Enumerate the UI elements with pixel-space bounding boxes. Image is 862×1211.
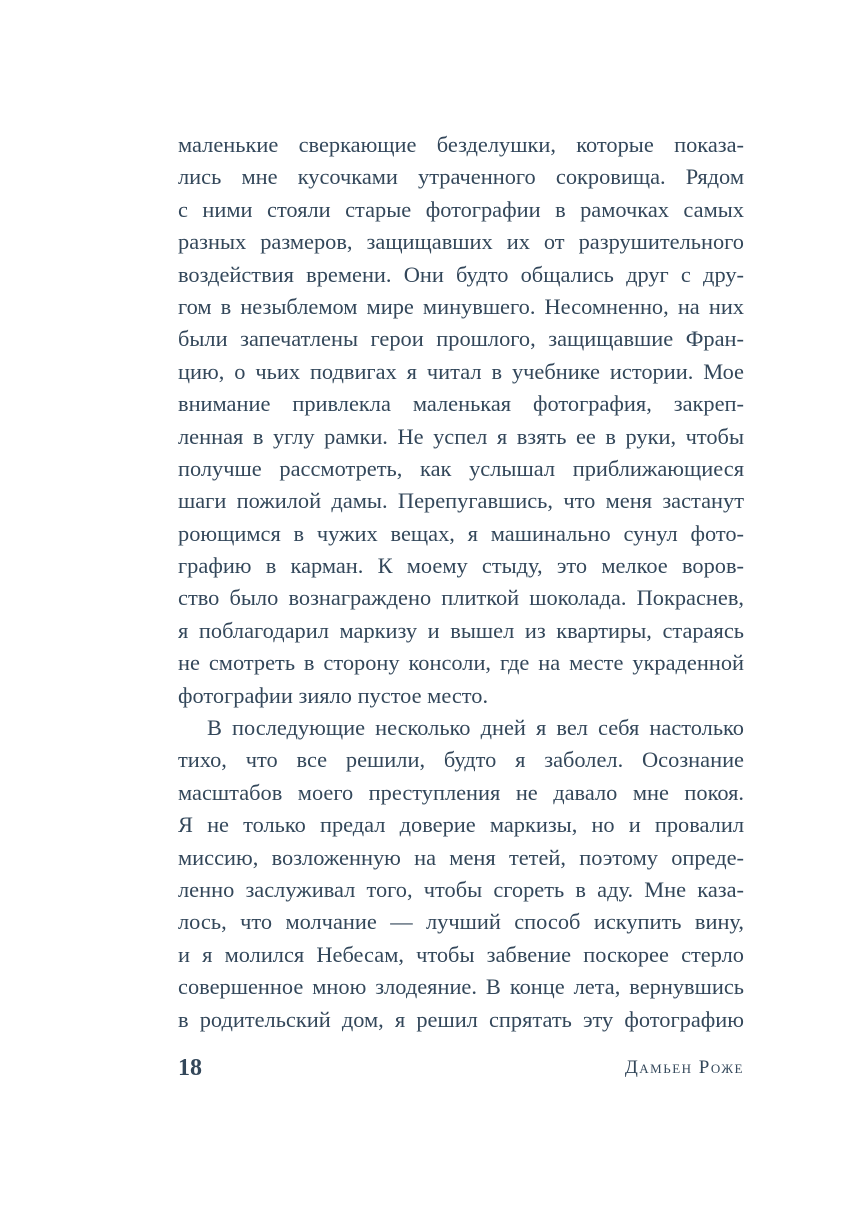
text-line: были запечатлены герои прошлого, защищавшие Фран-: [178, 326, 744, 352]
text-line: я поблагодарил маркизу и вышел из квартиры, стараясь: [178, 617, 744, 643]
text-line: маленькие сверкающие безделушки, которые показа-: [178, 132, 744, 157]
running-head-author: Дамьен Роже: [624, 1057, 744, 1078]
text-line: разных размеров, защищавших их от разрушительного: [178, 229, 744, 255]
text-line: лись мне кусочками утраченного сокровища. Рядом: [178, 164, 744, 190]
text-line: графию в карман. К моему стыду, это мелкое воров-: [178, 553, 744, 579]
text-line: тихо, что все решили, будто я заболел. Осознание: [178, 747, 744, 773]
paragraph-end-line: фотографии зияло пустое место.: [178, 682, 489, 708]
page-footer: [178, 1052, 744, 1084]
text-line: шаги пожилой дамы. Перепугавшись, что меня застанут: [178, 488, 744, 514]
text-line: и я молился Небесам, чтобы забвение поскорее стерло: [178, 941, 744, 967]
text-line: масштабов моего преступления не давало мне покоя.: [178, 779, 744, 805]
text-line: совершенное мною злодеяние. В конце лета, вернувшись: [178, 974, 744, 1000]
text-line: цию, о чьих подвигах я читал в учебнике истории. Мое: [178, 358, 744, 384]
text-line: лось, что молчание — лучший способ искупить вину,: [178, 909, 744, 935]
text-line: ленно заслуживал того, чтобы сгореть в аду. Мне каза-: [178, 876, 744, 902]
text-line: ство было вознаграждено плиткой шоколада. Покраснев,: [178, 585, 744, 611]
text-line: гом в незыблемом мире минувшего. Несомненно, на них: [178, 293, 744, 319]
text-line: получше рассмотреть, как услышал приближающиеся: [178, 455, 744, 481]
text-line: роющимся в чужих вещах, я машинально сунул фото-: [178, 520, 744, 546]
text-line: воздействия времени. Они будто общались друг с дру-: [178, 261, 744, 287]
text-line: внимание привлекла маленькая фотография, закреп-: [178, 391, 744, 417]
text-line: не смотреть в сторону консоли, где на месте украденной: [178, 650, 744, 676]
body-text: [178, 129, 744, 1036]
paragraph-first-line: В последующие несколько дней я вел себя настолько: [207, 715, 744, 741]
text-line: с ними стояли старые фотографии в рамочках самых: [178, 196, 744, 222]
text-line: в родительский дом, я решил спрятать эту фотографию: [178, 1006, 744, 1032]
page-number: 18: [178, 1055, 202, 1081]
text-line: Я не только предал доверие маркизы, но и провалил: [178, 812, 744, 838]
text-line: миссию, возложенную на меня тетей, поэтому опреде-: [178, 844, 744, 870]
text-line: ленная в углу рамки. Не успел я взять ее в руки, чтобы: [178, 423, 744, 449]
